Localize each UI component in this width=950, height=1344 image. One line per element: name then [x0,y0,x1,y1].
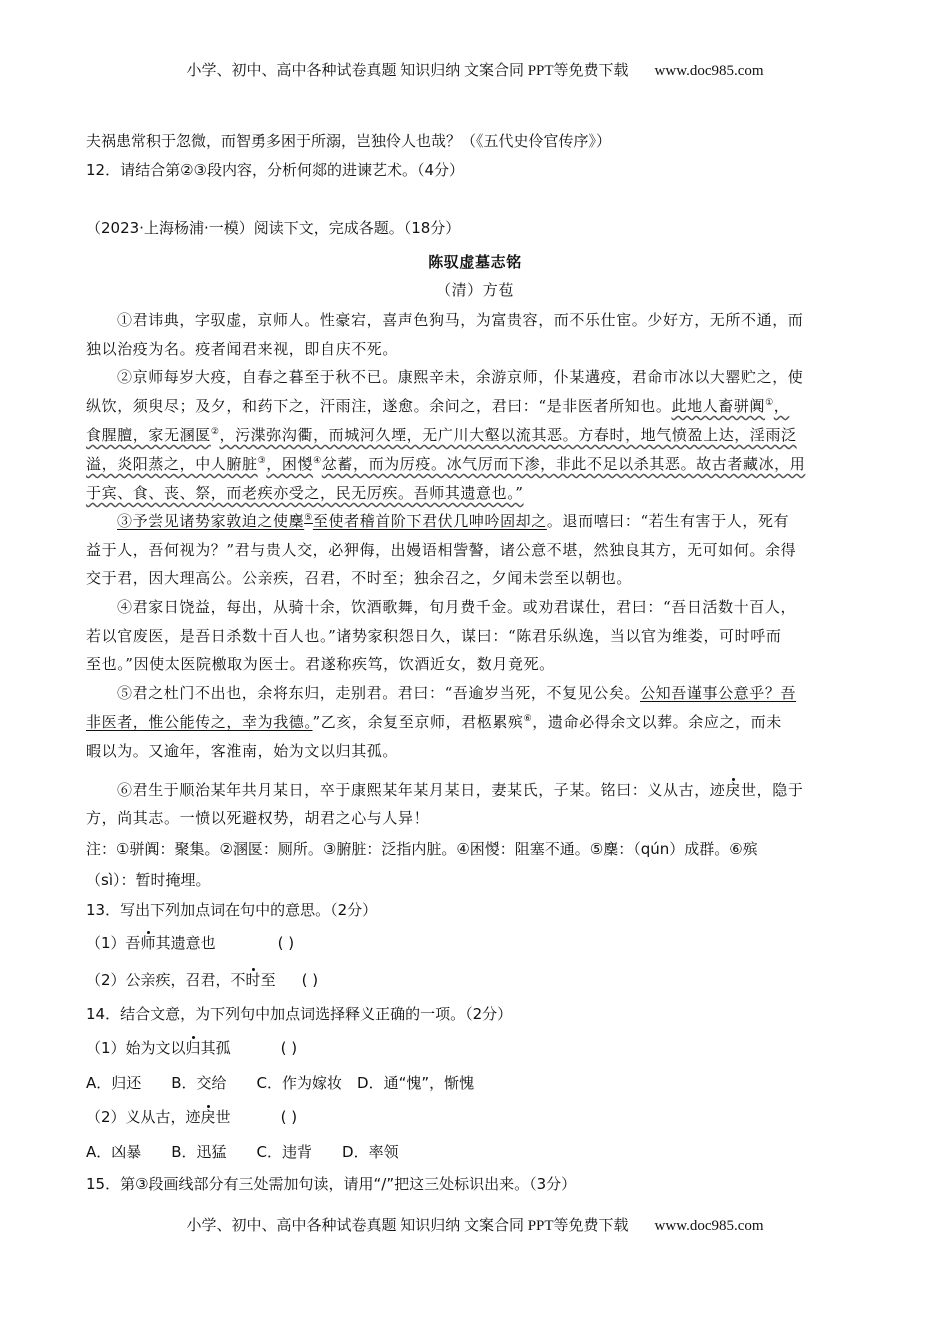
p5-text: ⑤君之杜门不出也，余将东归，走别君。君曰：“吾逾岁当死，不复见公矣。 [117,684,641,702]
q-text: （2）公亲疾，召君，不 [86,971,246,989]
q14-options-2: A．凶暴 B．迅猛 C．违背 D．率领 [86,1143,399,1161]
p5-line-1 [117,682,796,704]
q-text: （2）义从古，迹 [86,1108,201,1126]
p2-line-2: 纵饮，须臾尽；及夕，和药下之，汗雨注，遂愈。余问之，君曰：“是非医者所知也。此地人畜骈阗①， [86,397,790,415]
p5-underlined-text: 非医者，惟公能传之，幸为我德。 [86,713,313,731]
dotted-char: 师 [140,934,156,952]
q13-item-1 [86,932,294,954]
p1-line-2: 独以治疫为名。疫者闻君来视，即自庆不死。 [86,340,399,358]
question-15: 15．第③段画线部分有三处需加句读，请用“/”把这三处标识出来。（3分） [86,1175,577,1193]
header-url[interactable]: www.doc985.com [654,63,764,79]
answer-blank[interactable]: ( ) [280,1108,298,1126]
question-13: 13．写出下列加点词在句中的意思。（2分） [86,901,378,919]
page-header [0,59,950,80]
header-text: 小学、初中、高中各种试卷真题 知识归纳 文案合同 PPT等免费下载 [186,63,629,79]
p2-wavy-text: 忿蓄，而为厉疫。冰气厉而下渗，非此不足以杀其恶。故古者藏冰，用 [321,455,806,473]
footnote-marker: ⑤ [304,513,313,523]
q-text: 至 [260,971,276,989]
p3-underlined-text: ③予尝见诸势家敦迫之使麇 [117,512,305,530]
p2-wavy-text: ，污渫弥沟衢，而城河久堙，无广川大壑以流其恶。方春时，地气愤盈上达，淫雨泛 [219,426,797,444]
footer-url[interactable]: www.doc985.com [654,1218,764,1234]
p4-line-1: ④君家日饶益，每出，从骑十余，饮酒歌舞，旬月费千金。或劝君谋仕，君曰：“吾日活数十百人， [117,598,797,616]
q14-options-1: A．归还 B．交给 C．作为嫁妆 D．通“愧”，惭愧 [86,1074,475,1092]
answer-blank[interactable]: ( ) [280,1039,298,1057]
p3-line-2: 益于人，吾何视为？”君与贵人交，必狎侮，出嫚语相訾謷，诸公意不堪，然独良其方，无可如何。余得 [86,541,797,559]
p2-line-5 [86,482,524,504]
p5-text: ，遗命必得余文以葬。余应之，而未 [532,713,782,731]
p3-underlined-text: 至使者稽首阶下君伏几呻吟固却之 [312,512,547,530]
q14-item-1 [86,1037,297,1059]
p6-line-1 [117,779,803,801]
p2-line-3 [86,424,797,446]
p5-line-3: 暇以为。又逾年，客淮南，始为文以归其孤。 [86,742,399,760]
q-text: 其遗意也 [155,934,216,952]
answer-blank[interactable]: ( ) [277,934,295,952]
q-text: 世 [215,1108,231,1126]
notes-line-2: （sì）：暂时掩埋。 [86,871,211,889]
question-14: 14．结合文意，为下列句中加点词选择释义正确的一项。（2分） [86,1005,513,1023]
p6-text: ⑥君生于顺治某年共月某日，卒于康熙某年某月某日，妻某氏，子某。铭曰：义从古，迹 [117,781,726,799]
dotted-char: 时 [245,971,261,989]
answer-blank[interactable]: ( ) [301,971,319,989]
p2-line-4 [86,453,805,475]
p2-wavy-text: 溢，炎阳蒸之，中人腑脏 [86,455,258,473]
p5-text: ”乙亥，余复至京师，君柩累殡 [312,713,524,731]
q14-item-2 [86,1106,297,1128]
q13-item-2 [86,969,318,991]
q-text: （1）始为文以 [86,1039,186,1057]
p2-line-1: ②京师每岁大疫，自春之暮至于秋不已。康熙辛未，余游京师，仆某遘疫，君命市冰以大罂贮之，使 [117,368,804,386]
footnote-marker: ① [765,398,774,408]
p1-line-1: ①君讳典，字驭虚，京师人。性豪宕，喜声色狗马，为富贵容，而不乐仕宦。少好方，无所不通，而 [117,311,804,329]
footnote-marker: ④ [313,456,322,466]
p2-wavy-text: 食腥膻，家无溷匽 [86,426,211,444]
p6-text: 世，隐于 [741,781,804,799]
dotted-char: 戾 [725,781,742,799]
dotted-char: 戾 [200,1108,216,1126]
p2-wavy-text: ，困惾 [266,455,314,473]
footnote-marker: ② [210,427,220,437]
p6-line-2: 方，尚其志。一愤以死避权势，胡君之心与人异！ [86,809,430,827]
footer-text: 小学、初中、高中各种试卷真题 知识归纳 文案合同 PPT等免费下载 [186,1218,629,1234]
page-footer [0,1214,950,1235]
dotted-char: 归 [185,1039,201,1057]
p3-line-3: 交于君，因大理高公。公亲疾，召君，不时至；独余召之，夕闻未尝至以朝也。 [86,569,633,587]
q-text: 其孤 [200,1039,231,1057]
q-text: （1）吾 [86,934,141,952]
footnote-marker: ⑥ [523,714,533,724]
p2-wavy-text: 此地人畜骈阗 [671,397,766,415]
notes-line-1: 注：①骈阗：聚集。②溷匽：厕所。③腑脏：泛指内脏。④困惾：阻塞不通。⑤麇：（qún）成群。⑥殡 [86,840,758,858]
p4-line-2: 若以官废医，是吾日杀数十百人也。”诸势家积怨日久，谋曰：“陈君乐纵逸，当以官为维娄，可时呼而 [86,627,782,645]
p2-wavy-text: 于宾、食、丧、祭，而老疾亦受之，民无厉疾。吾师其遗意也。” [86,484,524,502]
question-12: 12．请结合第②③段内容，分析何郯的进谏艺术。（4分） [86,161,465,179]
p5-line-2 [86,711,782,733]
passage-source: （2023·上海杨浦·一模）阅读下文，完成各题。（18分） [86,219,461,237]
passage-title: 陈驭虚墓志铭 [428,253,522,271]
passage-author: （清）方苞 [435,281,514,299]
p3-text: 。退而嘻曰：“若生有害于人，死有 [546,512,790,530]
quote-line: 夫祸患常积于忽微，而智勇多困于所溺，岂独伶人也哉？（《五代史伶官传序》） [86,132,612,150]
p3-line-1 [117,510,789,532]
p5-underlined-text: 公知吾谨事公意乎？吾 [640,684,797,702]
p4-line-3: 至也。”因使太医院檄取为医士。君遂称疾笃，饮酒近女，数月竟死。 [86,655,555,673]
footnote-marker: ③ [257,456,267,466]
p2-text: 纵饮，须臾尽；及夕，和药下之，汗雨注，遂愈。余问之，君曰：“是非医者所知也。 [86,397,672,415]
